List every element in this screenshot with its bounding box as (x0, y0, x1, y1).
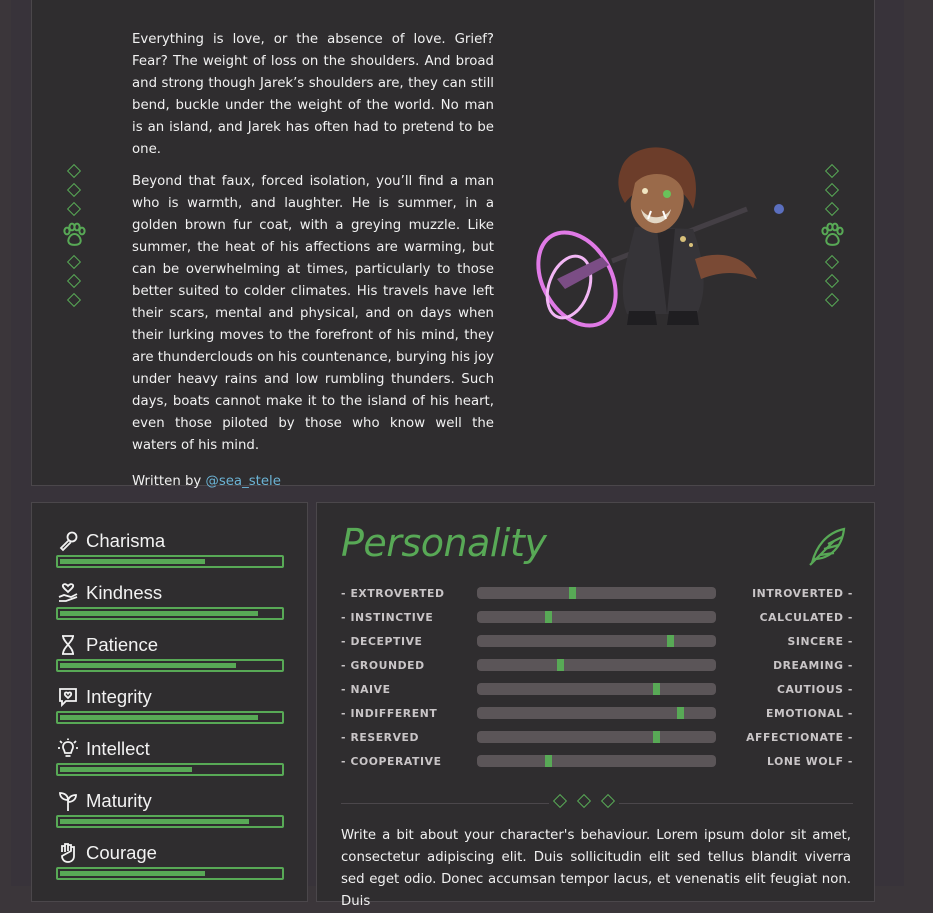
trait-row (341, 657, 853, 673)
lightbulb-icon (56, 738, 80, 760)
diamond-icon (825, 254, 839, 268)
trait-right-label: DREAMING - (773, 658, 853, 672)
stat-bar (56, 867, 284, 880)
paw-icon (819, 222, 845, 248)
diamond-icon (825, 273, 839, 287)
character-portrait (517, 139, 777, 339)
stat-fill (60, 611, 258, 616)
trait-right-label: INTROVERTED - (752, 586, 853, 600)
stat-label: Integrity (86, 686, 152, 707)
trait-slider[interactable] (477, 683, 716, 695)
stat-intellect (56, 737, 284, 776)
trait-slider[interactable] (477, 755, 716, 767)
stat-label: Kindness (86, 582, 163, 603)
diamond-icon (67, 182, 81, 196)
divider-ornament (549, 796, 619, 806)
trait-knob[interactable] (677, 707, 684, 719)
diamond-icon (825, 163, 839, 177)
personality-description: Write a bit about your character's behaviour. Lorem ipsum dolor sit amet, consectetur adipiscing elit. Duis sollicitudin elit sed tellus blandit viverra sed eget odio. Donec accumsan tempor lacus, et venenatis elit feugiat non. Duis (341, 828, 851, 909)
stat-fill (60, 767, 192, 772)
trait-left-label: - GROUNDED (341, 658, 425, 672)
trait-slider[interactable] (477, 635, 716, 647)
trait-right-label: EMOTIONAL - (766, 706, 853, 720)
sprout-icon (56, 790, 80, 812)
trait-row (341, 753, 853, 769)
trait-left-label: - INSTINCTIVE (341, 610, 434, 624)
credit-prefix: Written by (132, 474, 202, 489)
trait-row (341, 681, 853, 697)
diamond-icon (67, 201, 81, 215)
stat-maturity (56, 789, 284, 828)
diamond-icon (67, 254, 81, 268)
personality-title: Personality (341, 521, 547, 565)
personality-panel (316, 502, 875, 909)
trait-row (341, 585, 853, 601)
stats-panel (31, 502, 308, 902)
trait-right-label: SINCERE - (787, 634, 853, 648)
trait-slider[interactable] (477, 659, 716, 671)
right-ornament (818, 161, 846, 309)
bio-paragraph: Beyond that faux, forced isolation, you’ll find a man who is warmth, and laughter. He is summer, in a golden brown fur coat, with a greying muzzle. Like summer, the heat of his affections are warming, but can be overwhelming at times, particularly to those better suited to colder climates. His travels have left their scars, mental and physical, and on days when their lurking moves to the forefront of his mind, they are thunderclouds on his countenance, burying his joy under heavy rains and low rumbling thunders. Such days, boats cannot make it to the island of his heart, even those piloted by those who know well the waters of his mind. (132, 174, 494, 453)
diamond-icon (67, 292, 81, 306)
stat-charisma (56, 529, 284, 568)
microphone-icon (56, 530, 80, 552)
diamond-icon (67, 273, 81, 287)
trait-knob[interactable] (545, 611, 552, 623)
diamond-icon (601, 794, 615, 808)
trait-row (341, 705, 853, 721)
stat-label: Maturity (86, 790, 152, 811)
stat-bar (56, 555, 284, 568)
trait-row (341, 729, 853, 745)
trait-knob[interactable] (653, 731, 660, 743)
trait-row (341, 633, 853, 649)
trait-knob[interactable] (545, 755, 552, 767)
stat-label: Patience (86, 634, 158, 655)
trait-slider[interactable] (477, 707, 716, 719)
trait-knob[interactable] (653, 683, 660, 695)
trait-knob[interactable] (557, 659, 564, 671)
bio-text (132, 29, 494, 493)
diamond-icon (67, 163, 81, 177)
stat-label: Intellect (86, 738, 150, 759)
diamond-icon (825, 182, 839, 196)
stat-bar (56, 815, 284, 828)
trait-right-label: LONE WOLF - (766, 754, 853, 768)
trait-slider[interactable] (477, 731, 716, 743)
diamond-icon (825, 292, 839, 306)
feather-icon (806, 525, 848, 567)
left-ornament (60, 161, 88, 309)
trait-left-label: - NAIVE (341, 682, 391, 696)
stat-bar (56, 607, 284, 620)
bio-paragraph: Everything is love, or the absence of love. Grief? Fear? The weight of loss on the shoulders. And broad and strong though Jarek’s shoulders are, they can still bend, buckle under the weight of the world. No man is an island, and Jarek has often had to pretend to be one. (132, 32, 494, 157)
heart-hand-icon (56, 582, 80, 604)
diamond-icon (577, 794, 591, 808)
stat-fill (60, 871, 205, 876)
stat-bar (56, 659, 284, 672)
diamond-icon (825, 201, 839, 215)
stat-bar (56, 763, 284, 776)
paw-icon (61, 222, 87, 248)
trait-left-label: - COOPERATIVE (341, 754, 442, 768)
hourglass-icon (56, 634, 80, 656)
stat-fill (60, 663, 236, 668)
author-credit (132, 471, 494, 493)
trait-left-label: - EXTROVERTED (341, 586, 445, 600)
trait-knob[interactable] (667, 635, 674, 647)
stat-patience (56, 633, 284, 672)
stat-fill (60, 715, 258, 720)
stat-label: Courage (86, 842, 157, 863)
bio-panel (31, 0, 875, 489)
trait-left-label: - DECEPTIVE (341, 634, 423, 648)
diamond-icon (553, 794, 567, 808)
stat-label: Charisma (86, 530, 166, 551)
author-link[interactable]: @sea_stele (205, 474, 281, 489)
trait-slider[interactable] (477, 587, 716, 599)
fist-icon (56, 842, 80, 864)
trait-knob[interactable] (569, 587, 576, 599)
trait-row (341, 609, 853, 625)
trait-slider[interactable] (477, 611, 716, 623)
stat-fill (60, 819, 249, 824)
trait-left-label: - INDIFFERENT (341, 706, 438, 720)
stat-bar (56, 711, 284, 724)
trait-right-label: AFFECTIONATE - (746, 730, 853, 744)
trait-right-label: CALCULATED - (759, 610, 853, 624)
stat-kindness (56, 581, 284, 620)
speech-heart-icon (56, 686, 80, 708)
trait-right-label: CAUTIOUS - (776, 682, 853, 696)
stat-fill (60, 559, 205, 564)
stat-courage (56, 841, 284, 880)
trait-left-label: - RESERVED (341, 730, 420, 744)
stat-integrity (56, 685, 284, 724)
